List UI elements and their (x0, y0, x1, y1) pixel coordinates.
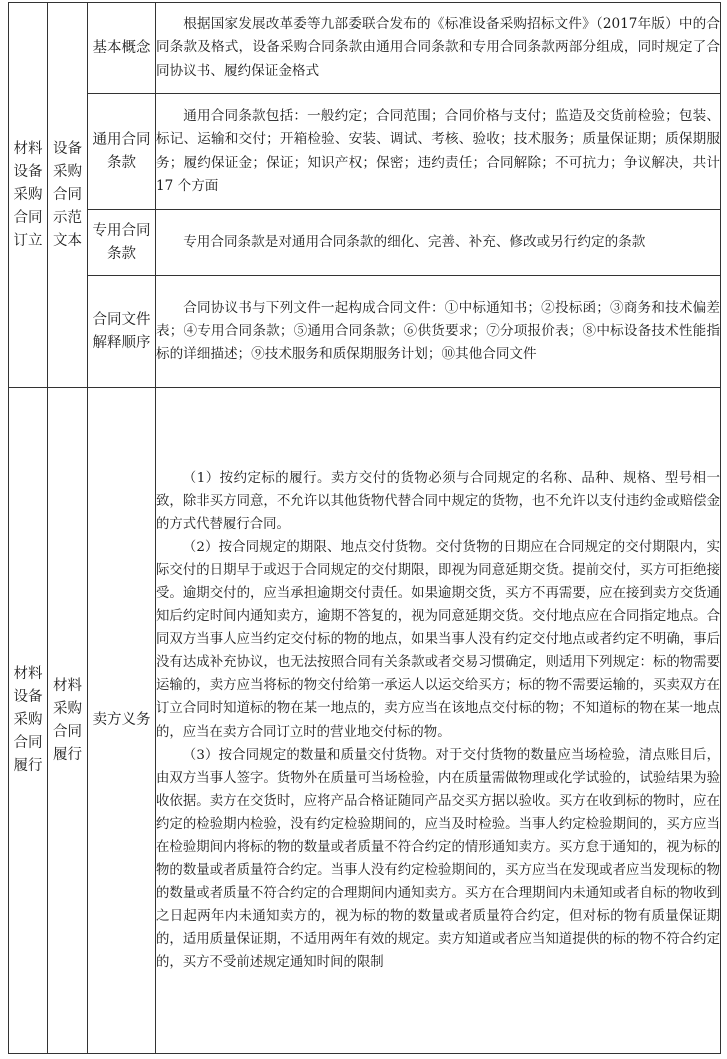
category-cell: 材料设备采购合同订立 (9, 3, 48, 388)
row-label: 专用合同条款 (88, 210, 156, 276)
content-paragraph: （2）按合同规定的期限、地点交付货物。交付货物的日期应在合同规定的交付期限内，实际交付的日期早于或迟于合同规定的交付期限，即视为同意延期交货。提前交付，买方可拒绝接受。逾期交付的，应当承担逾期交付责任。如果逾期交货，买方不再需要，应在接到卖方交货通知后约定时间内通知卖方，逾期不答复的，视为同意延期交货。交付地点应在合同指定地点。合同双方当事人应当约定交付标的物的地点，如果当事人没有约定交付地点或者约定不明确，事后没有达成补充协议，也无法按照合同有关条款或者交易习惯确定，则适用下列规定：标的物需要运输的，卖方应当将标的物交付给第一承运人以运交给买方；标的物不需要运输的，买卖双方在订立合同时知道标的物在某一地点的，卖方应当在该地点交付标的物；不知道标的物在某一地点的，应当在卖方合同订立时的营业地交付标的物。 (156, 540, 720, 740)
row-content (156, 3, 721, 94)
content-paragraph: 专用合同条款是对通用合同条款的细化、完善、补充、修改或另行约定的条款 (183, 233, 646, 250)
content-paragraph: （1）按约定标的履行。卖方交付的货物必须与合同规定的名称、品种、规格、型号相一致，除非买方同意，不允许以其他货物代替合同中规定的货物，也不允许以支付违约金或赔偿金的方式代替履行合同。 (156, 470, 720, 533)
content-paragraph: （3）按合同规定的数量和质量交付货物。对于交付货物的数量应当场检验，清点账目后，由双方当事人签字。货物外在质量可当场检验，内在质量需做物理或化学试验的，试验结果为验收依据。卖方在交货时，应将产品合格证随同产品交买方据以验收。买方在收到标的物时，应在约定的检验期内检验，没有约定检验期间的，应当及时检验。当事人约定检验期间的，买方应当在检验期间内将标的物的数量或者质量不符合约定的情形通知卖方。买方怠于通知的，视为标的物的数量或者质量符合约定。当事人没有约定检验期间的，买方应当在发现或者应当发现标的物的数量或者质量不符合约定的合理期间内通知卖方。买方在合理期间内未通知或者自标的物收到之日起两年内未通知卖方的，视为标的物的数量或者质量符合约定，但对标的物有质量保证期的，适用质量保证期，不适用两年有效的规定。卖方知道或者应当知道提供的标的物不符合约定的，买方不受前述规定通知时间的限制 (156, 747, 720, 970)
table-row (9, 3, 721, 94)
content-paragraph: 合同协议书与下列文件一起构成合同文件：①中标通知书；②投标函；③商务和技术偏差表；④专用合同条款；⑤通用合同条款；⑥供货要求；⑦分项报价表；⑧中标设备技术性能指标的详细描述；⑨技术服务和质保期服务计划；⑩其他合同文件 (156, 299, 720, 363)
row-label: 通用合同条款 (88, 94, 156, 210)
subcategory-cell: 设备采购合同示范文本 (48, 3, 88, 388)
row-label: 合同文件解释顺序 (88, 276, 156, 388)
subcategory-cell: 材料采购合同履行 (48, 388, 88, 1054)
category-cell: 材料设备采购合同履行 (9, 388, 48, 1054)
row-content (156, 388, 721, 1054)
row-content (156, 276, 721, 388)
content-paragraph: 根据国家发展改革委等九部委联合发布的《标准设备采购招标文件》（2017年版）中的合同条款及格式，设备采购合同条款由通用合同条款和专用合同条款两部分组成，同时规定了合同协议书、履约保证金格式 (156, 16, 720, 79)
table-row (9, 210, 721, 276)
table-row (9, 276, 721, 388)
content-paragraph: 通用合同条款包括：一般约定；合同范围；合同价格与支付；监造及交货前检验；包装、标记、运输和交付；开箱检验、安装、调试、考核、验收；技术服务；质量保证期；质保期服务；履约保证金；保证；知识产权；保密；违约责任；合同解除；不可抗力；争议解决，共计 17 个方面 (156, 107, 720, 194)
row-content (156, 210, 721, 276)
contract-table (8, 2, 721, 1054)
row-content (156, 94, 721, 210)
row-label: 基本概念 (88, 3, 156, 94)
table-row (9, 388, 721, 1054)
table-row (9, 94, 721, 210)
row-label: 卖方义务 (88, 388, 156, 1054)
